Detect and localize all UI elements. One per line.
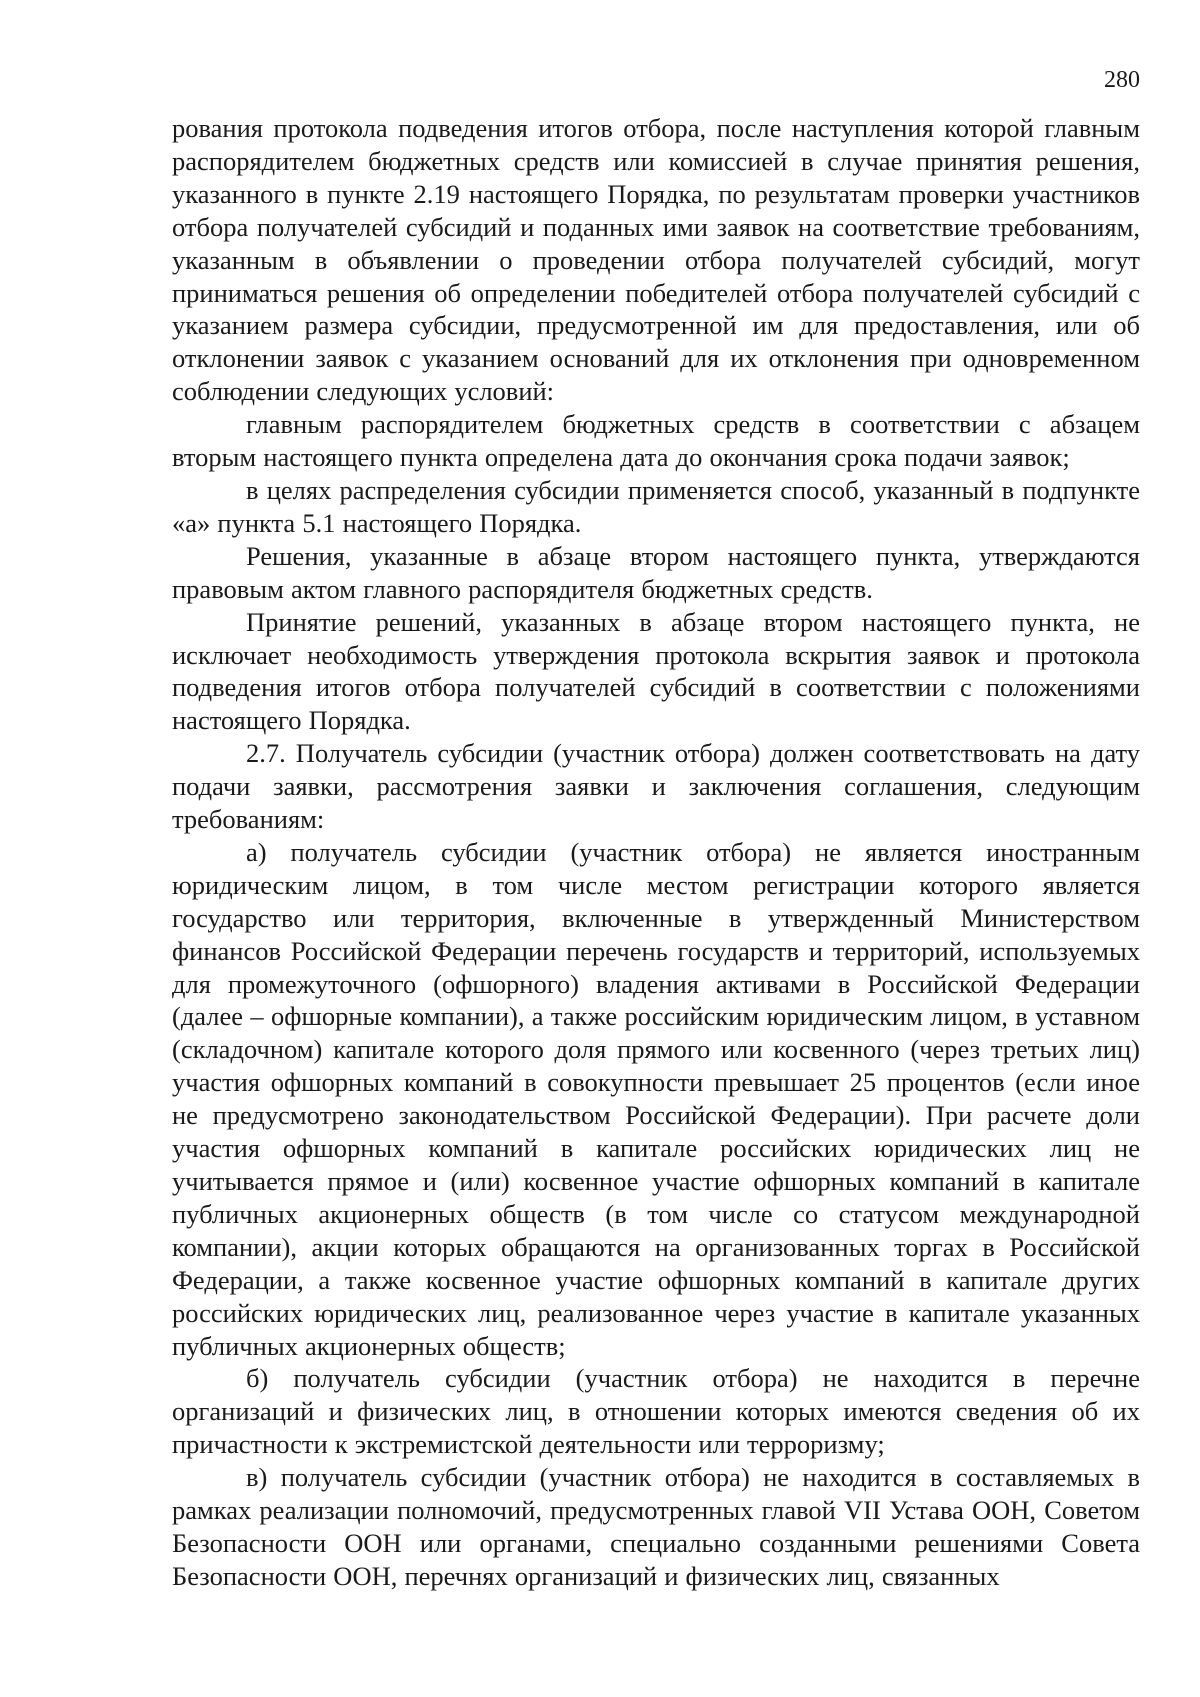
paragraph-decisions-approval: Решения, указанные в абзаце втором настоящего пункта, утверждаются правовым актом главного распорядителя бюджетных средств. <box>172 540 1140 604</box>
paragraph-decisions-protocol: Принятие решений, указанных в абзаце втором настоящего пункта, не исключает необходимость утверждения протокола вскрытия заявок и протокола подведения итогов отбора получателей субсидий в соответствии с положениями настоящего Порядка. <box>172 606 1140 736</box>
paragraph-requirement-a: а) получатель субсидии (участник отбора) не является иностранным юридическим лицом, в том числе местом регистрации которого является государство или территория, включенные в утвержденный Министерством финансов Российской Федерации перечень государств и территорий, используемых для промежуточного (офшорного) владения активами в Российской Федерации (далее – офшорные компании), а также российским юридическим лицом, в уставном (складочном) капитале которого доля прямого или косвенного (через третьих лиц) участия офшорных компаний в совокупности превышает 25 процентов (если иное не предусмотрено законодательством Российской Федерации). При расчете доли участия офшорных компаний в капитале российских юридических лиц не учитывается прямое и (или) косвенное участие офшорных компаний в капитале публичных акционерных обществ (в том числе со статусом международной компании), акции которых обращаются на организованных торгах в Российской Федерации, а также косвенное участие офшорных компаний в капитале других российских юридических лиц, реализованное через участие в капитале указанных публичных акционерных обществ; <box>172 836 1140 1361</box>
paragraph-condition-date: главным распорядителем бюджетных средств в соответствии с абзацем вторым настоящего пункта определена дата до окончания срока подачи заявок; <box>172 409 1140 473</box>
paragraph-requirement-c: в) получатель субсидии (участник отбора) не находится в составляемых в рамках реализации полномочий, предусмотренных главой VII Устава ООН, Советом Безопасности ООН или органами, специально созданными решениями Совета Безопасности ООН, перечнях организаций и физических лиц, связанных <box>172 1462 1140 1591</box>
paragraph-condition-method: в целях распределения субсидии применяется способ, указанный в подпункте «а» пункта 5.1 настоящего Порядка. <box>172 474 1140 538</box>
page-number: 280 <box>1104 67 1140 93</box>
document-body <box>172 112 1140 1593</box>
paragraph-continuation: рования протокола подведения итогов отбора, после наступления которой главным распорядителем бюджетных средств или комиссией в случае принятия решения, указанного в пункте 2.19 настоящего Порядка, по результатам проверки участников отбора получателей субсидий и поданных ими заявок на соответствие требованиям, указанным в объявлении о проведении отбора получателей субсидий, могут приниматься решения об определении победителей отбора получателей субсидий с указанием размера субсидии, предусмотренной им для предоставления, или об отклонении заявок с указанием оснований для их отклонения при одновременном соблюдении следующих условий: <box>172 113 1140 407</box>
paragraph-requirement-b: б) получатель субсидии (участник отбора) не находится в перечне организаций и физических лиц, в отношении которых имеются сведения об их причастности к экстремистской деятельности или терроризму; <box>172 1363 1140 1460</box>
paragraph-clause-2-7: 2.7. Получатель субсидии (участник отбора) должен соответствовать на дату подачи заявки, рассмотрения заявки и заключения соглашения, следующим требованиям: <box>172 738 1140 835</box>
